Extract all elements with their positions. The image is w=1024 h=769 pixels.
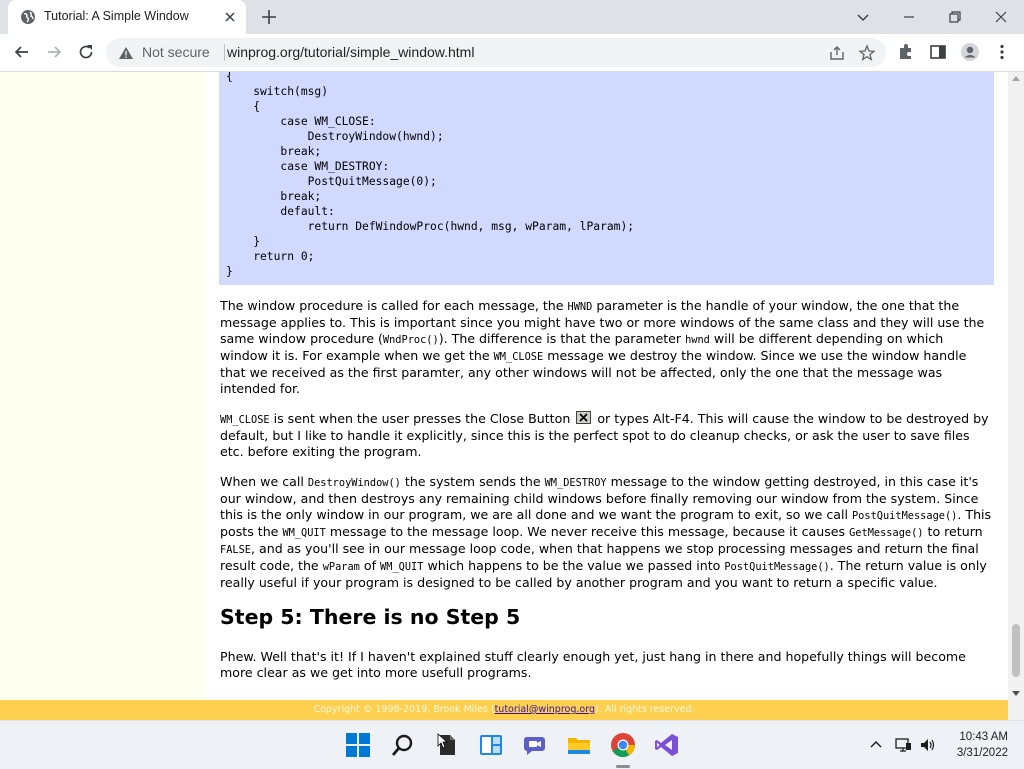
text: message to the message loop. We never receive this message, because it causes — [325, 524, 850, 539]
inline-code: hwnd — [685, 334, 710, 346]
new-tab-icon[interactable] — [260, 8, 278, 26]
paragraph-window-procedure — [220, 298, 995, 397]
text: the system sends the — [400, 474, 545, 489]
tab-strip — [0, 0, 1024, 34]
page-footer — [0, 700, 1008, 720]
code-line: break; — [226, 190, 322, 203]
copyright-suffix: ). All rights reserved. — [594, 704, 695, 715]
inline-code: DestroyWindow() — [307, 477, 401, 489]
forward-arrow-icon[interactable] — [44, 42, 64, 62]
inline-code: WndProc() — [382, 334, 439, 346]
text: . This posts the — [220, 507, 992, 539]
code-line: PostQuitMessage(0); — [226, 175, 437, 188]
code-line: return DefWindowProc(hwnd, msg, wParam, lParam); — [226, 220, 635, 233]
inline-code: HWND — [567, 301, 593, 313]
text: message we destroy the window. Since we use the window handle that we received as the first paramter, any other windows will not be affected, only the one that the message was intended for. — [220, 348, 967, 396]
bookmark-star-icon[interactable] — [858, 44, 876, 62]
scrollbar-thumb[interactable] — [1012, 624, 1020, 677]
inline-code: wParam — [322, 561, 360, 573]
inline-code: WM_CLOSE — [493, 351, 544, 363]
address-bar[interactable] — [106, 38, 886, 67]
share-icon[interactable] — [828, 44, 846, 62]
code-line: switch(msg) — [226, 85, 329, 98]
tab-title: Tutorial: A Simple Window — [44, 9, 189, 23]
code-line: } — [226, 265, 233, 278]
page-scrollbar[interactable] — [1008, 72, 1024, 700]
file-icon[interactable] — [434, 732, 460, 758]
text: to return — [923, 524, 983, 539]
text: will be different depending on which window it is. For example when we get the — [220, 331, 944, 363]
code-line: default: — [226, 205, 335, 218]
text: parameter is the handle of your window, the one that the message applies to. This is important since you might have two or more windows of the same class and they will use the same window procedure ( — [220, 298, 985, 346]
page-sidebar — [0, 72, 206, 700]
text: or types Alt-F4. This will cause the window to be destroyed by default, but I like to handle it explicitly, since this is the perfect spot to do cleanup checks, or ask the user to save files etc. before exiting the program. — [220, 411, 989, 459]
scroll-up-arrow-icon[interactable] — [1012, 75, 1020, 81]
code-line: DestroyWindow(hwnd); — [226, 130, 444, 143]
scroll-down-arrow-icon[interactable] — [1012, 691, 1020, 697]
inline-code: PostQuitMessage() — [851, 510, 958, 522]
inline-code: PostQuitMessage() — [724, 561, 830, 573]
chat-icon[interactable] — [522, 732, 548, 758]
text: ). The difference is that the parameter — [438, 331, 686, 346]
article-body — [220, 298, 995, 695]
text: which happens to be the value we passed into — [423, 558, 725, 573]
side-panel-icon[interactable] — [928, 42, 948, 62]
clock-time[interactable]: 10:43 AM — [959, 731, 1008, 743]
file-explorer-icon[interactable] — [566, 732, 592, 758]
text: is sent when the user presses the Close Button — [269, 411, 575, 426]
code-line: { — [226, 72, 233, 83]
minimize-icon[interactable] — [899, 7, 919, 27]
text: . The return value is only really useful if your program is designed to be called by another program and you want to return a specific value. — [220, 558, 987, 590]
close-button-icon — [576, 411, 591, 424]
globe-icon — [20, 9, 36, 25]
extensions-icon[interactable] — [896, 42, 916, 62]
inline-code: WM_CLOSE — [220, 414, 270, 426]
inline-code: WM_QUIT — [380, 561, 424, 573]
reload-icon[interactable] — [76, 42, 96, 62]
text: , and as you'll see in our message loop code, when that happens we stop processing messages and return the final result code, the — [220, 541, 979, 573]
warning-icon[interactable] — [118, 45, 134, 61]
clock-date[interactable]: 3/31/2022 — [956, 747, 1008, 759]
volume-icon[interactable] — [919, 736, 937, 754]
tab-search-icon[interactable] — [853, 7, 873, 27]
paragraph-destroy-window — [220, 474, 995, 591]
scrollbar-corner — [1008, 700, 1024, 720]
web-page — [0, 72, 1008, 700]
url-text[interactable]: winprog.org/tutorial/simple_window.html — [227, 44, 475, 60]
code-line: case WM_DESTROY: — [226, 160, 390, 173]
restore-icon[interactable] — [945, 7, 965, 27]
copyright-text: Copyright © 1998-2019, Brook Miles ( — [313, 704, 495, 715]
start-icon[interactable] — [345, 732, 371, 758]
code-line: } — [226, 235, 261, 248]
section-heading: Step 5: There is no Step 5 — [220, 605, 521, 629]
chevron-up-icon[interactable] — [867, 736, 885, 754]
browser-tab[interactable] — [8, 0, 246, 34]
back-arrow-icon[interactable] — [12, 42, 32, 62]
code-block — [219, 72, 994, 285]
widgets-icon[interactable] — [478, 732, 504, 758]
inline-code: WM_QUIT — [282, 527, 326, 539]
network-icon[interactable] — [894, 736, 912, 754]
text: When we call — [220, 474, 308, 489]
close-icon[interactable] — [222, 9, 238, 25]
profile-avatar-icon[interactable] — [960, 42, 980, 62]
close-window-icon[interactable] — [991, 7, 1011, 27]
inline-code: WM_DESTROY — [544, 477, 607, 489]
code-line: return 0; — [226, 250, 315, 263]
code-line: case WM_CLOSE: — [226, 115, 376, 128]
chrome-icon[interactable] — [610, 732, 636, 758]
browser-toolbar — [0, 34, 1024, 72]
code-line: { — [226, 100, 261, 113]
paragraph-conclusion: Phew. Well that's it! If I haven't explained stuff clearly enough yet, just hang in there and hopefully things will become more clear as we get into more usefull programs. — [220, 649, 966, 680]
taskbar — [0, 720, 1024, 769]
text: message to the window getting destroyed, in this case it's our window, and then destroys any remaining child windows before finally removing our window from the system. Since this is the only window in our program, we are all done and we want the program to exit, so we call — [220, 474, 979, 522]
visual-studio-icon[interactable] — [654, 732, 680, 758]
menu-dots-icon[interactable] — [992, 42, 1012, 62]
email-link[interactable]: tutorial@winprog.org — [494, 704, 595, 715]
address-divider — [224, 44, 225, 61]
inline-code: FALSE — [220, 544, 251, 556]
text: of — [359, 558, 381, 573]
inline-code: GetMessage() — [849, 527, 924, 539]
text: The window procedure is called for each message, the — [220, 298, 568, 313]
paragraph-wm-close — [220, 411, 995, 460]
security-label[interactable]: Not secure — [142, 44, 210, 60]
code-line: break; — [226, 145, 322, 158]
search-icon[interactable] — [390, 732, 416, 758]
